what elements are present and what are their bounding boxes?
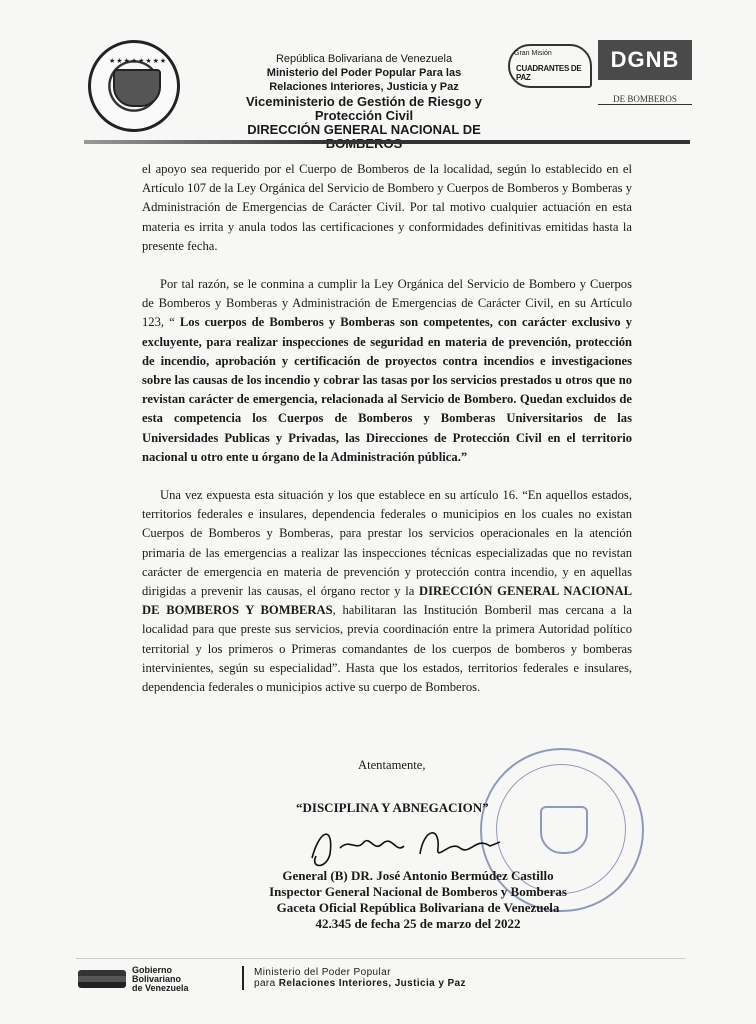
motto: “DISCIPLINA Y ABNEGACION” xyxy=(296,800,489,815)
paragraph-3-a: Una vez expuesta esta situación y los que establece en su artículo 16. “En aquellos estados, territorios federales e insulares, dependencia federales o municipios en los cuales no existan Cuerpos de Bomberos y Bomberas, para prestar los servicios operacionales en la atención primaria de las emergencias a realizar las inspecciones técnicas especializadas que no revistan carácter de emergencia en materia de prevención y protección contra incendio, y en aquellas dirigidas a prevenir las causas, el órgano rector y la xyxy=(142,488,632,599)
header-viceministry: Viceministerio de Gestión de Riesgo y Protección Civil xyxy=(246,94,482,123)
closing: Atentamente, xyxy=(358,758,426,772)
signer-name: General (B) DR. José Antonio Bermúdez Castillo xyxy=(282,868,554,883)
stamp-crest xyxy=(540,806,588,854)
dgnb-logo-text: DGNB xyxy=(598,40,692,80)
logo-mid-top: Gran Misión xyxy=(514,50,552,57)
letter-body xyxy=(142,160,632,697)
signer-date: 42.345 de fecha 25 de marzo del 2022 xyxy=(315,916,521,931)
header-republic: República Bolivariana de Venezuela xyxy=(275,53,453,65)
header-ministry-cont: Relaciones Interiores, Justicia y Paz xyxy=(269,81,459,93)
footer-gov-line-3: de Venezuela xyxy=(132,983,189,993)
letterhead xyxy=(214,52,514,151)
footer-min-bold: Relaciones Interiores, Justicia y Paz xyxy=(278,978,466,989)
footer-min-para: para xyxy=(254,978,279,989)
footer-divider xyxy=(76,958,686,959)
header-ministry: Ministerio del Poder Popular Para las xyxy=(266,67,462,79)
government-logo xyxy=(78,970,126,988)
paragraph-2-intro: Por tal razón, se le conmina a cumplir la Ley Orgánica del Servicio de Bombero y Cuerpos de Bomberos y Bomberas y Administración de Emergencias de Carácter Civil, en su Artículo 123, “ xyxy=(142,277,632,330)
header-divider xyxy=(84,140,690,144)
header-direction: DIRECCIÓN GENERAL NACIONAL DE xyxy=(247,122,481,137)
footer-min-line-2 xyxy=(254,978,466,989)
footer-gov-line-2: Bolivariano xyxy=(132,974,182,984)
footer-min-line-1: Ministerio del Poder Popular xyxy=(254,967,391,978)
cuadrantes-de-paz-logo xyxy=(508,44,592,88)
signer-gazette: Gaceta Oficial República Bolivariana de Venezuela xyxy=(276,900,560,915)
footer-ministry xyxy=(254,967,466,989)
paragraph-1: el apoyo sea requerido por el Cuerpo de Bomberos de la localidad, según lo establecido en el Artículo 107 de la Ley Orgánica del Servicio de Bombero y Cuerpos de Bomberos y Bomberas y Administración de Emergencias de Carácter Civil. Por tal motivo cualquier actuación en esta materia es irrita y anula todos las certificaciones y conformidades definitivas emitidas hasta la presente fecha. xyxy=(142,162,632,253)
paragraph-3-bold: DIRECCIÓN GENERAL NACIONAL DE BOMBEROS Y BOMBERAS xyxy=(142,584,632,618)
seal-shield xyxy=(113,69,161,107)
paragraph-2 xyxy=(142,275,632,467)
signer-title: Inspector General Nacional de Bomberos y Bomberas xyxy=(269,884,567,899)
dgnb-logo-sub: DE BOMBEROS xyxy=(598,94,692,105)
dgnb-logo xyxy=(598,40,696,124)
footer-gov-line-1: Gobierno xyxy=(132,965,172,975)
footer-government xyxy=(132,966,189,993)
logo-mid-main: CUADRANTES DE PAZ xyxy=(516,64,582,82)
footer-separator xyxy=(242,966,244,990)
seal-stars: ★★★★★★★★ xyxy=(109,57,168,65)
coat-of-arms-seal xyxy=(88,40,180,132)
signature-block xyxy=(228,868,608,932)
paragraph-3 xyxy=(142,486,632,697)
paragraph-2-quote: Los cuerpos de Bomberos y Bomberas son competentes, con carácter exclusivo y excluyente, para realizar inspecciones de seguridad en materia de prevención, protección de incendio, aprobación y certificación de proyectos contra incendios e investigaciones sobre las causas de los incendio y cobrar las tasas por los servicios prestados u otros que no revistan carácter de emergencia, relacionada al Servicio de Bombero. Quedan excluidos de esta competencia los Cuerpos de Bomberos y Bomberas Universitarios de las Universidades Publicas y Privadas, las Direcciones de Protección Civil en el territorio nacional u otro ente u órgano de la Administración pública.” xyxy=(142,315,632,464)
paragraph-3-b: , habilitaran las Institución Bomberil mas cercana a la localidad para que preste sus servicios, previa coordinación entre la primera Autoridad político territorial y los primeros o Primeras comandantes de los cuerpos de bomberos y bomberas intervinientes, según su especialidad”. Hasta que los estados, territorios federales e insulares, dependencia federales o municipios active su cuerpo de Bomberos. xyxy=(142,603,632,695)
